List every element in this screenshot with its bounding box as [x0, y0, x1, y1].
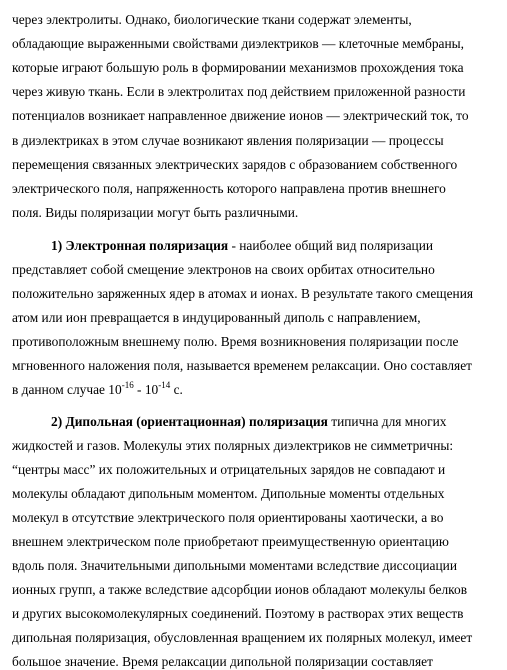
- paragraph-1-line: потенциалов возникает направленное движение ионов — электрический ток, то: [12, 108, 469, 123]
- paragraph-3-first-line-text: типична для многих: [327, 414, 447, 429]
- relaxation-time-suffix: с.: [170, 382, 183, 397]
- paragraph-3-line: внешнем электрическом поле приобретают преимущественную ориентацию: [12, 534, 449, 549]
- paragraph-3-heading: 2) Дипольная (ориентационная) поляризация: [51, 414, 328, 429]
- paragraph-1-line: обладающие выраженными свойствами диэлектриков — клеточные мембраны,: [12, 36, 464, 51]
- paragraph-3-line: жидкостей и газов. Молекулы этих полярных диэлектриков не симметричны:: [12, 438, 454, 453]
- paragraph-3-line: большое значение. Время релаксации дипольной поляризации составляет: [12, 654, 433, 669]
- paragraph-1-line: перемещения связанных электрических зарядов с образованием собственного: [12, 157, 458, 172]
- paragraph-2-first-line: [51, 238, 433, 254]
- paragraph-1-line: в диэлектриках в этом случае возникают явления поляризации — процессы: [12, 133, 444, 148]
- paragraph-1-line: которые играют большую роль в формировании механизмов прохождения тока: [12, 60, 464, 75]
- paragraph-2-last-line: [12, 379, 183, 398]
- paragraph-2-line: мгновенного наложения поля, называется временем релаксации. Оно составляет: [12, 358, 473, 373]
- exponent-1: -16: [121, 379, 134, 390]
- paragraph-2-heading: 1) Электронная поляризация: [51, 238, 229, 253]
- paragraph-3-line: ионных групп, а также вследствие адсорбции ионов обладают молекулы белков: [12, 582, 468, 597]
- paragraph-3-line: молекул в отсутствие электрического поля ориентированы хаотически, а во: [12, 510, 444, 525]
- paragraph-2-line: противоположным внешнему полю. Время возникновения поляризации после: [12, 334, 459, 349]
- paragraph-3-line: дипольная поляризация, обусловленная вращением их полярных молекул, имеет: [12, 630, 473, 645]
- paragraph-2-line: атом или ион превращается в индуцированный диполь с направлением,: [12, 310, 421, 325]
- paragraph-1-line: через живую ткань. Если в электролитах под действием приложенной разности: [12, 84, 466, 99]
- paragraph-3-line: молекулы обладают дипольным моментом. Дипольные моменты отдельных: [12, 486, 445, 501]
- exponent-2: -14: [158, 379, 171, 390]
- paragraph-3-first-line: [51, 414, 446, 430]
- paragraph-3-line: и других высокомолекулярных соединений. Поэтому в растворах этих веществ: [12, 606, 464, 621]
- paragraph-1-line: электрического поля, напряженность которого направлена против внешнего: [12, 181, 446, 196]
- paragraph-1-line: поля. Виды поляризации могут быть различными.: [12, 205, 299, 220]
- relaxation-time-middle: - 10: [133, 382, 159, 397]
- paragraph-3-line: “центры масс” их положительных и отрицательных зарядов не совпадают и: [12, 462, 446, 477]
- paragraph-1-line: через электролиты. Однако, биологические ткани содержат элементы,: [12, 12, 412, 27]
- paragraph-2-line: положительно заряженных ядер в атомах и ионах. В результате такого смещения: [12, 286, 474, 301]
- relaxation-time-prefix: в данном случае 10: [12, 382, 122, 397]
- paragraph-2-first-line-text: - наиболее общий вид поляризации: [228, 238, 434, 253]
- paragraph-3-line: вдоль поля. Значительными дипольными моментами вследствие диссоциации: [12, 558, 458, 573]
- paragraph-2-line: представляет собой смещение электронов на своих орбитах относительно: [12, 262, 435, 277]
